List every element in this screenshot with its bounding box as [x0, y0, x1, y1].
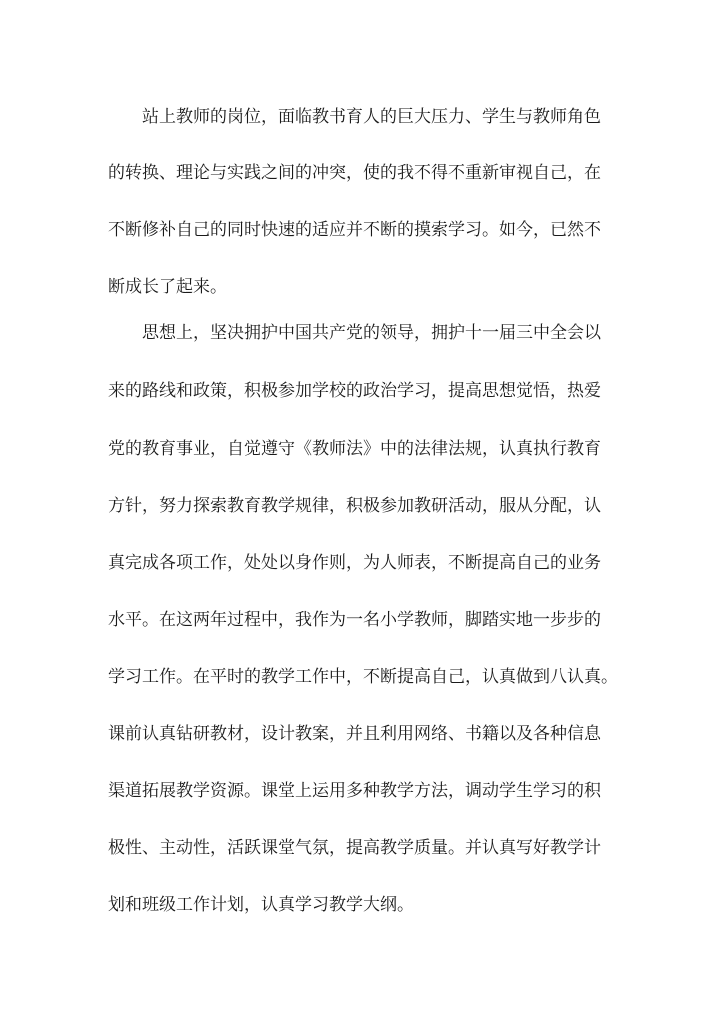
paragraph-2-line-11: 划和班级工作计划，认真学习教学大纲。 [108, 895, 414, 915]
paragraph-2-line-3: 党的教育事业，自觉遵守《教师法》中的法律法规，认真执行教育 [108, 439, 601, 459]
paragraph-2-line-1: 思想上，坚决拥护中国共产党的领导，拥护十一届三中全会以 [142, 323, 601, 343]
paragraph-2-line-7: 学习工作。在平时的教学工作中，不断提高自己，认真做到八认真。 [108, 667, 618, 687]
paragraph-2-line-4: 方针，努力探索教育教学规律，积极参加教研活动，服从分配，认 [108, 496, 601, 516]
paragraph-2-line-9: 渠道拓展教学资源。课堂上运用多种教学方法，调动学生学习的积 [108, 781, 601, 801]
paragraph-2-line-10: 极性、主动性，活跃课堂气氛，提高教学质量。并认真写好教学计 [108, 838, 601, 858]
paragraph-1-line-4: 断成长了起来。 [108, 277, 227, 297]
paragraph-1-line-2: 的转换、理论与实践之间的冲突，使的我不得不重新审视自己，在 [108, 163, 601, 183]
paragraph-1-line-1: 站上教师的岗位，面临教书育人的巨大压力、学生与教师角色 [142, 107, 601, 127]
paragraph-2-line-8: 课前认真钻研教材，设计教案，并且利用网络、书籍以及各种信息 [108, 724, 601, 744]
paragraph-2-line-5: 真完成各项工作，处处以身作则，为人师表，不断提高自己的业务 [108, 553, 601, 573]
paragraph-2-line-2: 来的路线和政策，积极参加学校的政治学习，提高思想觉悟，热爱 [108, 381, 601, 401]
paragraph-1-line-3: 不断修补自己的同时快速的适应并不断的摸索学习。如今，已然不 [108, 220, 601, 240]
paragraph-2-line-6: 水平。在这两年过程中，我作为一名小学教师，脚踏实地一步步的 [108, 610, 601, 630]
